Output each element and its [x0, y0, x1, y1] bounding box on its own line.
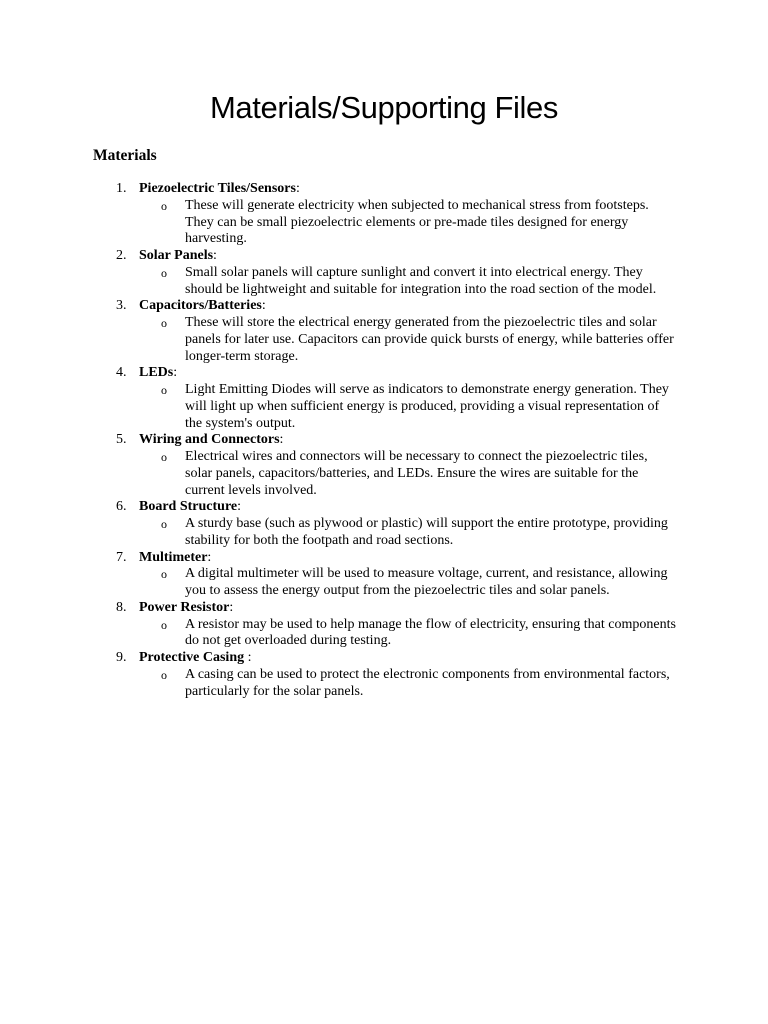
item-description-text: A sturdy base (such as plywood or plastic) will support the entire prototype, providing stability for both the footpath and road sections. [185, 516, 668, 548]
material-item [0, 550, 768, 600]
item-colon: : [279, 432, 284, 448]
item-name: Protective Casing [139, 650, 245, 665]
bullet-icon: o [161, 617, 167, 632]
item-number: 1. [116, 181, 127, 196]
material-item [0, 181, 768, 248]
item-description-text: Small solar panels will capture sunlight and convert it into electrical energy. They should be lightweight and suitable for integration into the road section of the model. [185, 264, 657, 297]
item-description-list [139, 265, 768, 299]
section-heading-materials: Materials [93, 147, 157, 164]
material-item [0, 365, 768, 432]
item-description-list [139, 198, 768, 248]
item-description [139, 667, 768, 701]
materials-list [0, 181, 768, 700]
page-title: Materials/Supporting Files [210, 90, 558, 125]
bullet-icon: o [161, 198, 167, 213]
item-description-text: A digital multimeter will be used to measure voltage, current, and resistance, allowing you to assess the energy output from the piezoelectric tiles and solar panels. [185, 566, 668, 598]
item-description [139, 516, 768, 550]
item-description-text: A casing can be used to protect the electronic components from environmental factors, particularly for the solar panels. [185, 666, 670, 699]
item-name: Board Structure [139, 499, 238, 515]
material-item [0, 600, 768, 650]
item-colon: : [213, 248, 217, 263]
bullet-icon: o [161, 316, 167, 330]
item-number: 4. [116, 365, 127, 381]
material-item [0, 499, 768, 549]
item-colon: : [295, 181, 300, 196]
item-name: Multimeter [139, 549, 208, 565]
item-name: Power Resistor [139, 599, 230, 615]
item-colon: : [237, 499, 242, 515]
bullet-icon: o [161, 450, 167, 464]
item-description-list [139, 566, 768, 600]
item-number: 2. [116, 248, 127, 263]
item-colon: : [207, 549, 212, 565]
item-description [139, 265, 768, 299]
material-item [0, 650, 768, 700]
item-colon: : [261, 298, 266, 314]
item-number: 5. [116, 432, 127, 448]
item-name: Wiring and Connectors [139, 432, 280, 448]
item-description-text: A resistor may be used to help manage the flow of electricity, ensuring that components do not get overloaded during testing. [185, 616, 676, 649]
item-number: 8. [116, 599, 127, 615]
item-name: Solar Panels [139, 248, 214, 263]
bullet-icon: o [161, 667, 167, 682]
item-number: 3. [116, 298, 127, 314]
item-colon: : [229, 599, 234, 615]
item-number: 7. [116, 549, 127, 565]
item-description [139, 449, 768, 499]
item-colon: : [244, 650, 252, 665]
item-name: Capacitors/Batteries [139, 298, 262, 314]
item-description-text: These will generate electricity when subjected to mechanical stress from footsteps. They can be small piezoelectric elements or pre-made tiles designed for energy harvesting. [185, 197, 649, 247]
item-number: 6. [116, 499, 127, 515]
item-description-text: Electrical wires and connectors will be necessary to connect the piezoelectric tiles, solar panels, capacitors/batteries, and LEDs. Ensure the wires are suitable for the current levels involved. [185, 449, 648, 498]
item-description-text: These will store the electrical energy generated from the piezoelectric tiles and solar panels for later use. Capacitors can provide quick bursts of energy, while batteries offer longer-term storage. [185, 315, 674, 364]
item-description-list [139, 516, 768, 550]
bullet-icon: o [161, 265, 167, 280]
item-description-list [139, 617, 768, 651]
material-item [0, 432, 768, 499]
item-description [139, 315, 768, 365]
item-description-list [139, 667, 768, 701]
item-name: Piezoelectric Tiles/Sensors [139, 181, 296, 196]
item-description [139, 382, 768, 432]
item-colon: : [173, 365, 178, 381]
item-description-list [139, 449, 768, 499]
item-name: LEDs [139, 365, 174, 381]
item-description-list [139, 315, 768, 365]
material-item [0, 298, 768, 365]
material-item [0, 248, 768, 298]
bullet-icon: o [161, 383, 167, 397]
item-description-text: Light Emitting Diodes will serve as indicators to demonstrate energy generation. They will light up when sufficient energy is produced, providing a visual representation of the system's output. [185, 382, 669, 431]
item-description [139, 198, 768, 248]
item-description [139, 566, 768, 600]
bullet-icon: o [161, 517, 167, 531]
item-description [139, 617, 768, 651]
item-number: 9. [116, 650, 127, 665]
item-description-list [139, 382, 768, 432]
bullet-icon: o [161, 567, 167, 582]
